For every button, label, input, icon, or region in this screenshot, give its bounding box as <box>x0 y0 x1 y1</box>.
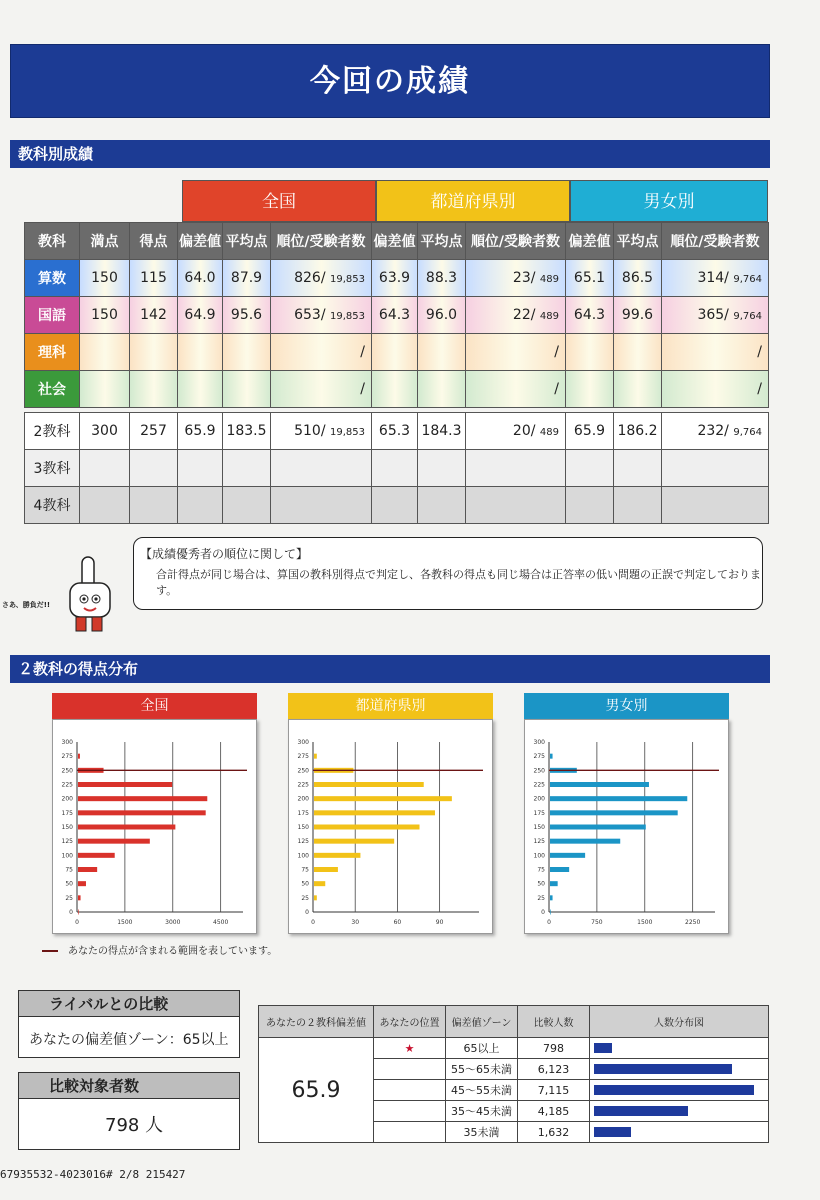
y-tick-label: 75 <box>301 866 309 874</box>
zone-count: 7,115 <box>518 1080 590 1101</box>
zone-bar <box>594 1106 688 1116</box>
mascot-speech: さあ、勝負だ!! <box>2 601 51 609</box>
rank-cell <box>662 260 769 297</box>
your-hensachi: 65.9 <box>259 1038 374 1143</box>
p_avg-cell <box>418 371 466 408</box>
rank-value: 22/ <box>512 307 536 323</box>
table-row <box>25 487 769 524</box>
rank-value: 826/ <box>294 270 326 286</box>
y-tick-label: 25 <box>537 894 545 902</box>
subject-name: 理科 <box>25 334 80 371</box>
total-results-table <box>24 412 769 524</box>
page-title-band <box>10 44 770 118</box>
bar <box>78 825 175 830</box>
subject-name: 3教科 <box>25 450 80 487</box>
n_avg-cell <box>223 487 271 524</box>
full-cell: 300 <box>80 413 130 450</box>
n_hen-cell <box>178 371 223 408</box>
rank-total: 9,764 <box>733 274 762 285</box>
g_avg-cell: 86.5 <box>614 260 662 297</box>
bar <box>314 754 317 759</box>
bar <box>78 853 115 858</box>
bar <box>550 867 569 872</box>
bar <box>78 796 207 801</box>
g_hen-cell: 65.1 <box>566 260 614 297</box>
x-tick-label: 60 <box>393 919 402 926</box>
rank-value: / <box>554 381 559 397</box>
rank-cell <box>466 413 566 450</box>
p_hen-cell: 65.3 <box>372 413 418 450</box>
zone-bar <box>594 1064 732 1074</box>
subject-name: 4教科 <box>25 487 80 524</box>
score-cell <box>130 487 178 524</box>
x-tick-label: 1500 <box>637 919 653 926</box>
table-header-row: 教科 満点 得点 偏差値 平均点 順位/受験者数 偏差値 平均点 順位/受験者数 偏差値 平均点 順位/受験者数 <box>25 223 769 260</box>
zone-row <box>259 1038 769 1059</box>
y-tick-label: 25 <box>65 894 73 902</box>
zone-bar <box>594 1127 631 1137</box>
n_avg-cell: 87.9 <box>223 260 271 297</box>
n_avg-cell: 95.6 <box>223 297 271 334</box>
bar <box>78 867 97 872</box>
rank-cell <box>662 334 769 371</box>
chart-legend: あなたの得点が含まれる範囲を表しています。 <box>42 942 277 957</box>
chart-title-national: 全国 <box>52 693 257 719</box>
y-tick-label: 0 <box>69 909 73 916</box>
zone-bar-cell <box>590 1059 769 1080</box>
p_avg-cell <box>418 487 466 524</box>
position-marker <box>374 1059 446 1080</box>
rank-cell <box>662 487 769 524</box>
y-tick-label: 225 <box>61 781 73 789</box>
y-tick-label: 175 <box>297 809 309 817</box>
rank-cell <box>271 450 372 487</box>
p_hen-cell <box>372 487 418 524</box>
legend-line <box>42 950 58 952</box>
chart-national <box>52 719 257 934</box>
bar <box>550 782 649 787</box>
position-marker <box>374 1080 446 1101</box>
score-cell: 142 <box>130 297 178 334</box>
note-title: 【成績優秀者の順位に関して】 <box>140 547 309 561</box>
compare-box <box>18 1072 240 1150</box>
full-cell <box>80 371 130 408</box>
compare-count: 798 人 <box>105 1115 164 1136</box>
zone-bar-cell <box>590 1101 769 1122</box>
x-tick-label: 1500 <box>117 919 133 926</box>
y-tick-label: 200 <box>533 795 545 803</box>
n_avg-cell <box>223 334 271 371</box>
section-title: ２教科の得点分布 <box>18 660 139 678</box>
g_avg-cell <box>614 487 662 524</box>
y-tick-label: 275 <box>297 753 309 761</box>
bar <box>314 867 338 872</box>
section-header-subject-results <box>10 140 770 168</box>
rank-value: 653/ <box>294 307 326 323</box>
p_hen-cell: 64.3 <box>372 297 418 334</box>
n_hen-cell <box>178 450 223 487</box>
g_avg-cell: 186.2 <box>614 413 662 450</box>
y-tick-label: 100 <box>297 852 309 860</box>
x-tick-label: 2250 <box>685 919 701 926</box>
rank-cell <box>662 297 769 334</box>
group-prefecture: 都道府県別 <box>376 180 570 222</box>
rank-cell <box>662 371 769 408</box>
rank-total: 19,853 <box>330 274 365 285</box>
rank-value: / <box>360 381 365 397</box>
rival-box <box>18 990 240 1058</box>
bar <box>550 853 585 858</box>
bar <box>550 825 646 830</box>
zone-count: 6,123 <box>518 1059 590 1080</box>
y-tick-label: 100 <box>61 852 73 860</box>
g_hen-cell <box>566 450 614 487</box>
rank-total: 489 <box>539 427 559 438</box>
bar <box>314 881 325 886</box>
x-tick-label: 0 <box>547 919 551 926</box>
y-tick-label: 125 <box>533 838 545 846</box>
score-cell <box>130 334 178 371</box>
zone-bar-cell <box>590 1122 769 1143</box>
n_hen-cell: 64.9 <box>178 297 223 334</box>
zone-label: あなたの偏差値ゾーン：65以上 <box>29 1032 229 1048</box>
page-title: 今回の成績 <box>310 64 470 99</box>
zone-table-header: あなたの２教科偏差値 あなたの位置 偏差値ゾーン 比較人数 人数分布図 <box>259 1006 769 1038</box>
n_hen-cell: 64.0 <box>178 260 223 297</box>
g_avg-cell <box>614 450 662 487</box>
zone-label: 35未満 <box>446 1122 518 1143</box>
y-tick-label: 125 <box>297 838 309 846</box>
rank-total: 489 <box>539 311 559 322</box>
n_hen-cell: 65.9 <box>178 413 223 450</box>
bar <box>78 754 80 759</box>
y-tick-label: 150 <box>297 824 309 831</box>
bar <box>314 825 420 830</box>
g_hen-cell: 64.3 <box>566 297 614 334</box>
x-tick-label: 30 <box>351 919 360 926</box>
full-cell: 150 <box>80 260 130 297</box>
bar <box>550 910 551 915</box>
x-tick-label: 90 <box>435 919 444 926</box>
g_hen-cell: 65.9 <box>566 413 614 450</box>
bar <box>314 796 452 801</box>
chart-title-gender: 男女別 <box>524 693 729 719</box>
subject-name: 国語 <box>25 297 80 334</box>
y-tick-label: 75 <box>537 866 545 874</box>
y-tick-label: 200 <box>297 795 309 803</box>
y-tick-label: 275 <box>533 753 545 761</box>
g_avg-cell: 99.6 <box>614 297 662 334</box>
subject-name: 算数 <box>25 260 80 297</box>
table-row <box>25 371 769 408</box>
rival-title: ライバルとの比較 <box>19 991 239 1017</box>
table-row <box>25 334 769 371</box>
zone-label: 35〜45未満 <box>446 1101 518 1122</box>
bar <box>78 810 206 815</box>
rank-cell <box>466 487 566 524</box>
rank-value: 20/ <box>512 423 536 439</box>
table-row <box>25 297 769 334</box>
p_avg-cell <box>418 450 466 487</box>
section-title: 教科別成績 <box>18 145 94 163</box>
p_avg-cell: 88.3 <box>418 260 466 297</box>
y-tick-label: 250 <box>533 767 545 775</box>
bar <box>550 754 553 759</box>
full-cell <box>80 450 130 487</box>
rank-cell <box>466 334 566 371</box>
y-tick-label: 275 <box>61 753 73 761</box>
bar <box>314 782 424 787</box>
bar <box>550 895 553 900</box>
p_avg-cell: 184.3 <box>418 413 466 450</box>
ranking-note-box <box>133 537 763 610</box>
rank-value: 232/ <box>697 423 729 439</box>
rank-total: 19,853 <box>330 311 365 322</box>
g_hen-cell <box>566 371 614 408</box>
rank-cell <box>271 297 372 334</box>
rank-value: / <box>554 344 559 360</box>
g_avg-cell <box>614 334 662 371</box>
p_avg-cell: 96.0 <box>418 297 466 334</box>
zone-label: 55〜65未満 <box>446 1059 518 1080</box>
position-marker: ★ <box>374 1038 446 1059</box>
table-row <box>25 413 769 450</box>
bar <box>78 782 172 787</box>
zone-comparison-table <box>258 1005 769 1143</box>
g_hen-cell <box>566 487 614 524</box>
rank-cell <box>271 487 372 524</box>
table-row <box>25 450 769 487</box>
footer-code: 67935532-4023016# 2/8 215427 <box>0 1168 186 1181</box>
rank-value: 23/ <box>512 270 536 286</box>
zone-label: 45〜55未満 <box>446 1080 518 1101</box>
zone-bar-cell <box>590 1080 769 1101</box>
p_hen-cell <box>372 450 418 487</box>
rank-cell <box>271 371 372 408</box>
x-tick-label: 750 <box>591 919 603 926</box>
rank-cell <box>466 450 566 487</box>
section-header-distribution <box>10 655 770 683</box>
rank-cell <box>466 260 566 297</box>
y-tick-label: 100 <box>533 852 545 860</box>
y-tick-label: 200 <box>61 795 73 803</box>
y-tick-label: 250 <box>297 767 309 775</box>
bar <box>550 810 678 815</box>
zone-bar <box>594 1043 612 1053</box>
bar <box>550 839 620 844</box>
y-tick-label: 150 <box>61 824 73 831</box>
y-tick-label: 50 <box>537 880 545 888</box>
rank-value: / <box>757 344 762 360</box>
score-cell <box>130 450 178 487</box>
zone-label: 65以上 <box>446 1038 518 1059</box>
rank-cell <box>466 371 566 408</box>
y-tick-label: 225 <box>297 781 309 789</box>
zone-bar-cell <box>590 1038 769 1059</box>
subject-name: 社会 <box>25 371 80 408</box>
y-tick-label: 175 <box>533 809 545 817</box>
group-national: 全国 <box>182 180 376 222</box>
y-tick-label: 150 <box>533 824 545 831</box>
bar <box>550 796 687 801</box>
chart-gender <box>524 719 729 934</box>
bar <box>78 910 79 915</box>
p_hen-cell <box>372 334 418 371</box>
y-tick-label: 25 <box>301 894 309 902</box>
zone-count: 4,185 <box>518 1101 590 1122</box>
full-cell <box>80 487 130 524</box>
note-text: 合計得点が同じ場合は、算国の教科別得点で判定し、各教科の得点も同じ場合は正答率の低い問題の正誤で判定しております。 <box>156 568 761 597</box>
x-tick-label: 3000 <box>165 919 181 926</box>
rank-cell <box>271 260 372 297</box>
rank-value: 314/ <box>697 270 729 286</box>
y-tick-label: 225 <box>533 781 545 789</box>
rank-total: 489 <box>539 274 559 285</box>
g_avg-cell <box>614 371 662 408</box>
p_avg-cell <box>418 334 466 371</box>
full-cell <box>80 334 130 371</box>
bar <box>550 881 558 886</box>
bar <box>314 810 435 815</box>
bar <box>78 895 81 900</box>
bar <box>78 881 86 886</box>
x-tick-label: 0 <box>311 919 315 926</box>
rank-value: 365/ <box>697 307 729 323</box>
y-tick-label: 50 <box>65 880 73 888</box>
subject-results-table <box>24 222 769 408</box>
score-cell <box>130 371 178 408</box>
mascot-icon <box>60 555 120 640</box>
rank-total: 9,764 <box>733 311 762 322</box>
table-row <box>25 260 769 297</box>
rank-total: 9,764 <box>733 427 762 438</box>
zone-count: 798 <box>518 1038 590 1059</box>
chart-title-prefecture: 都道府県別 <box>288 693 493 719</box>
y-tick-label: 300 <box>533 739 545 746</box>
y-tick-label: 300 <box>297 739 309 746</box>
bar <box>314 895 317 900</box>
y-tick-label: 75 <box>65 866 73 874</box>
n_avg-cell <box>223 371 271 408</box>
rank-cell <box>271 334 372 371</box>
y-tick-label: 250 <box>61 767 73 775</box>
group-gender: 男女別 <box>570 180 768 222</box>
y-tick-label: 0 <box>541 909 545 916</box>
bar <box>78 839 150 844</box>
y-tick-label: 0 <box>305 909 309 916</box>
score-cell: 257 <box>130 413 178 450</box>
rank-total: 19,853 <box>330 427 365 438</box>
rank-cell <box>662 413 769 450</box>
rank-cell <box>466 297 566 334</box>
zone-count: 1,632 <box>518 1122 590 1143</box>
p_hen-cell: 63.9 <box>372 260 418 297</box>
rank-value: 510/ <box>294 423 326 439</box>
compare-title: 比較対象者数 <box>19 1073 239 1099</box>
zone-bar <box>594 1085 754 1095</box>
position-marker <box>374 1122 446 1143</box>
n_hen-cell <box>178 487 223 524</box>
rank-cell <box>662 450 769 487</box>
full-cell: 150 <box>80 297 130 334</box>
bar <box>314 839 394 844</box>
x-tick-label: 4500 <box>213 919 229 926</box>
rank-value: / <box>360 344 365 360</box>
y-tick-label: 50 <box>301 880 309 888</box>
p_hen-cell <box>372 371 418 408</box>
y-tick-label: 175 <box>61 809 73 817</box>
n_avg-cell: 183.5 <box>223 413 271 450</box>
rank-cell <box>271 413 372 450</box>
y-tick-label: 125 <box>61 838 73 846</box>
y-tick-label: 300 <box>61 739 73 746</box>
position-marker <box>374 1101 446 1122</box>
n_hen-cell <box>178 334 223 371</box>
bar <box>314 853 360 858</box>
rank-value: / <box>757 381 762 397</box>
x-tick-label: 0 <box>75 919 79 926</box>
subject-name: 2教科 <box>25 413 80 450</box>
g_hen-cell <box>566 334 614 371</box>
chart-prefecture <box>288 719 493 934</box>
score-cell: 115 <box>130 260 178 297</box>
n_avg-cell <box>223 450 271 487</box>
